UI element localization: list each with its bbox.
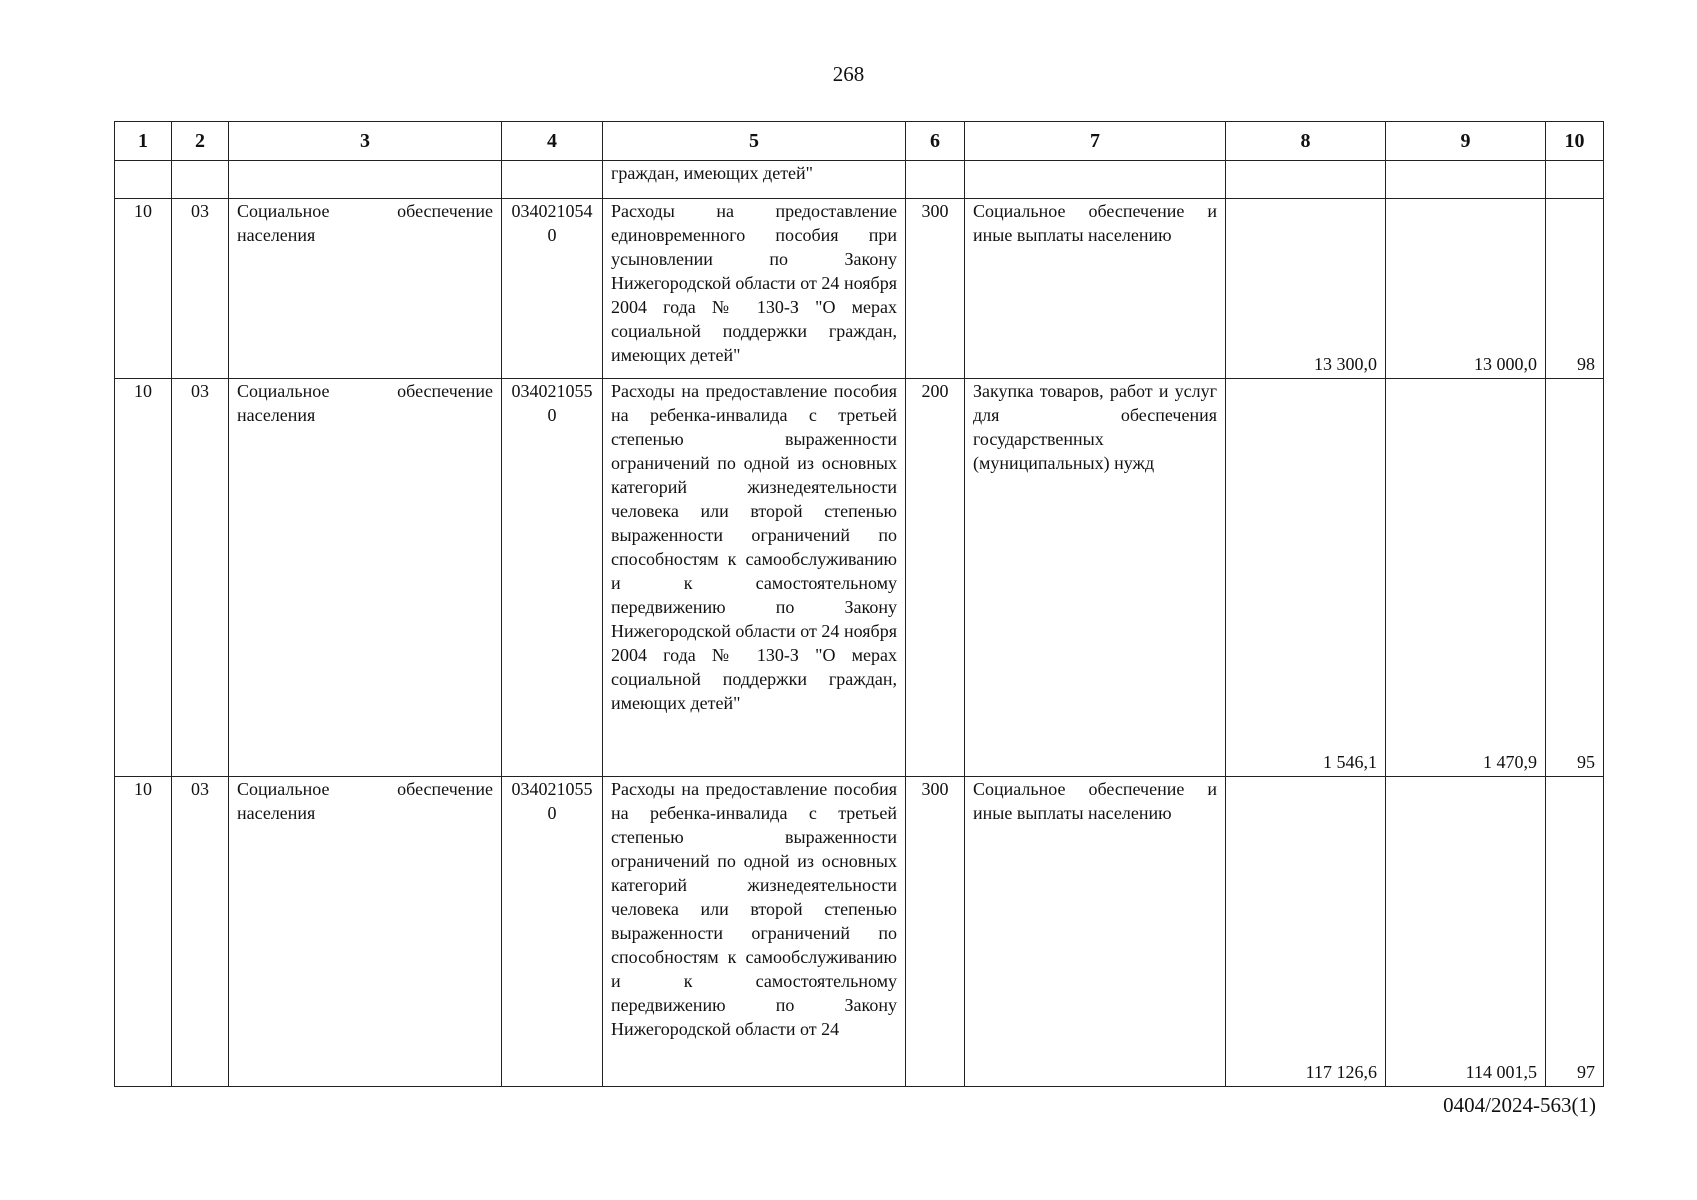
column-header: 5	[603, 122, 906, 161]
cell-section: 10	[115, 199, 172, 379]
cell-fact: 13 000,0	[1386, 199, 1546, 379]
cell-fact: 114 001,5	[1386, 777, 1546, 1087]
cell-subsection: 03	[172, 379, 229, 777]
cell-plan: 1 546,1	[1226, 379, 1386, 777]
cell-section: 10	[115, 777, 172, 1087]
cell-subsection: 03	[172, 777, 229, 1087]
cell-percent: 98	[1546, 199, 1604, 379]
column-header: 7	[965, 122, 1226, 161]
continuation-text: граждан, имеющих детей"	[603, 161, 906, 199]
cell-kvr: 300	[906, 777, 965, 1087]
cell-kvr: 300	[906, 199, 965, 379]
table-row	[115, 379, 1604, 777]
column-header: 2	[172, 122, 229, 161]
column-header: 6	[906, 122, 965, 161]
column-header: 1	[115, 122, 172, 161]
cell-code: 0340210540	[502, 199, 603, 379]
cell-percent: 97	[1546, 777, 1604, 1087]
cell-kvr-name: Закупка товаров, работ и услуг для обеспечения государственных (муниципальных) нужд	[965, 379, 1226, 777]
cell-fact: 1 470,9	[1386, 379, 1546, 777]
header-row	[115, 122, 1604, 161]
continuation-row	[115, 161, 1604, 199]
column-header: 10	[1546, 122, 1604, 161]
cell-code: 0340210550	[502, 777, 603, 1087]
budget-table	[114, 121, 1604, 1087]
column-header: 3	[229, 122, 502, 161]
cell-code: 0340210550	[502, 379, 603, 777]
cell-subsection: 03	[172, 199, 229, 379]
cell-name: Социальное обеспечение населения	[229, 777, 502, 1087]
cell-section: 10	[115, 379, 172, 777]
cell-description: Расходы на предоставление пособия на ребенка-инвалида с третьей степенью выраженности ограничений по одной из основных категорий жизнедеятельности человека или второй степенью выраженности ограничений по способностям к самообслуживанию и к самостоятельному передвижению по Закону Нижегородской области от 24	[603, 777, 906, 1087]
cell-percent: 95	[1546, 379, 1604, 777]
document-code: 0404/2024-563(1)	[1443, 1093, 1596, 1117]
column-header: 9	[1386, 122, 1546, 161]
table-row	[115, 199, 1604, 379]
cell-kvr-name: Социальное обеспечение и иные выплаты населению	[965, 199, 1226, 379]
cell-kvr-name: Социальное обеспечение и иные выплаты населению	[965, 777, 1226, 1087]
page-number: 268	[832, 62, 865, 86]
column-header: 4	[502, 122, 603, 161]
column-header: 8	[1226, 122, 1386, 161]
cell-name: Социальное обеспечение населения	[229, 379, 502, 777]
cell-kvr: 200	[906, 379, 965, 777]
cell-description: Расходы на предоставление пособия на ребенка-инвалида с третьей степенью выраженности ограничений по одной из основных категорий жизнедеятельности человека или второй степенью выраженности ограничений по способностям к самообслуживанию и к самостоятельному передвижению по Закону Нижегородской области от 24 ноября 2004 года № 130-З "О мерах социальной поддержки граждан, имеющих детей"	[603, 379, 906, 777]
cell-description: Расходы на предоставление единовременного пособия при усыновлении по Закону Нижегородской области от 24 ноября 2004 года № 130-З "О мерах социальной поддержки граждан, имеющих детей"	[603, 199, 906, 379]
cell-name: Социальное обеспечение населения	[229, 199, 502, 379]
cell-plan: 13 300,0	[1226, 199, 1386, 379]
table-row	[115, 777, 1604, 1087]
cell-plan: 117 126,6	[1226, 777, 1386, 1087]
